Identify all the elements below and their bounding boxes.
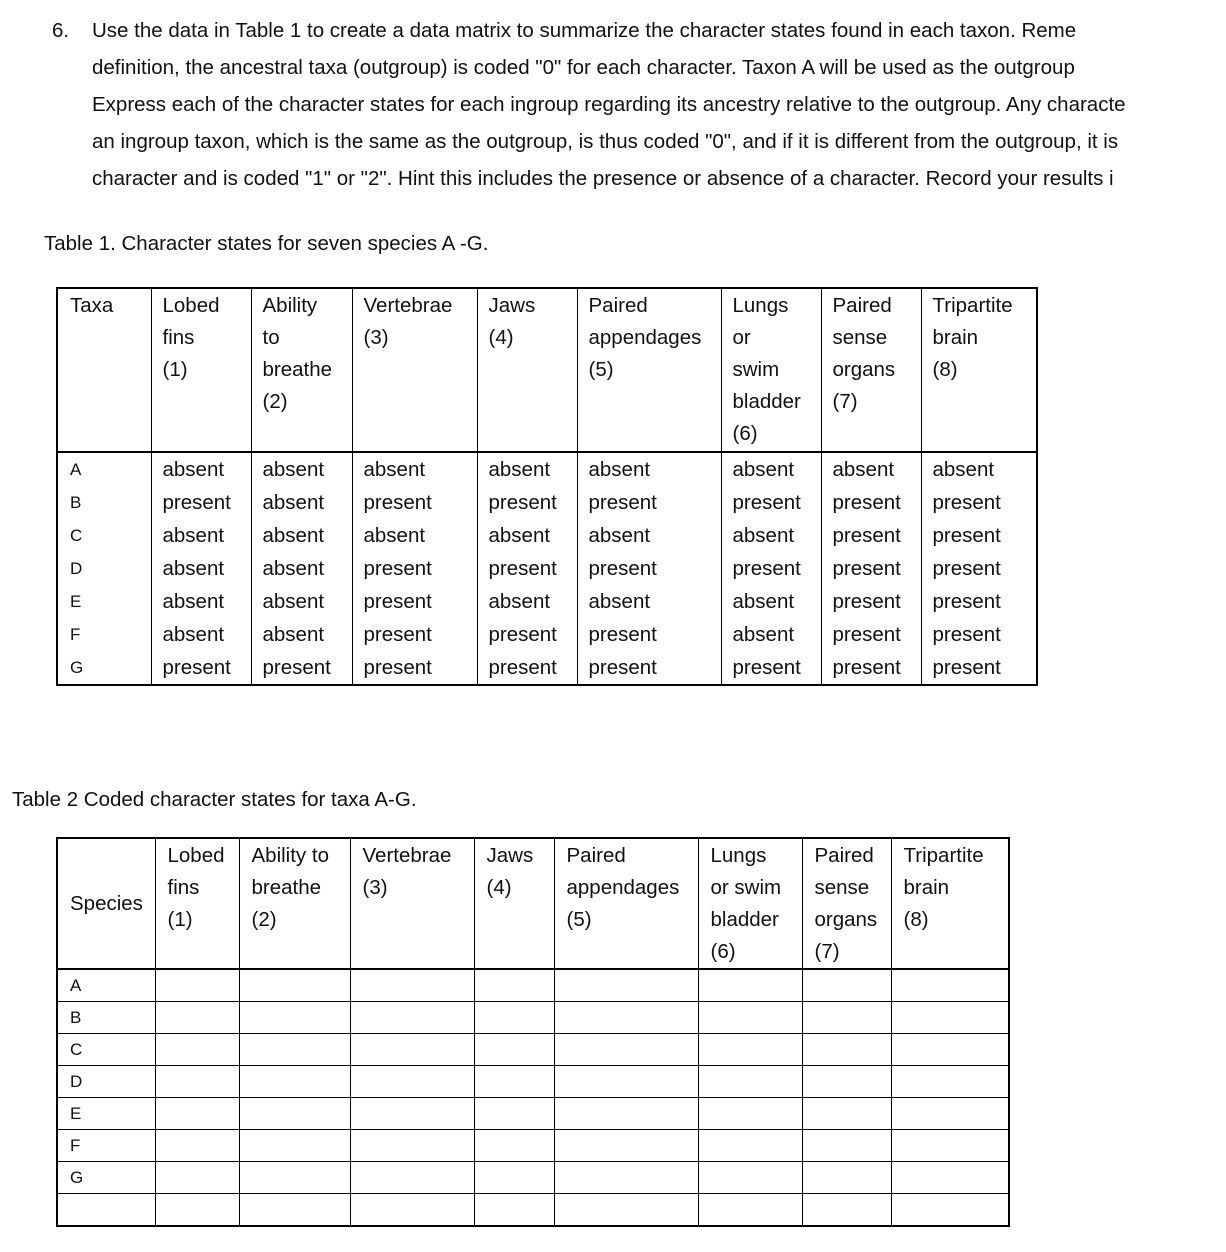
coded-state-cell[interactable]	[155, 1162, 239, 1194]
question-text	[92, 12, 1226, 197]
coded-state-cell[interactable]	[239, 1194, 350, 1227]
coded-state-cell[interactable]	[239, 969, 350, 1002]
coded-state-cell[interactable]	[891, 1002, 1009, 1034]
character-state-cell: absent	[352, 519, 477, 552]
species-label	[57, 1194, 155, 1227]
character-state-cell: present	[352, 486, 477, 519]
character-state-cell: absent	[721, 585, 821, 618]
table2-coded-states	[56, 837, 1010, 1227]
table2-header-text: (8)	[903, 908, 929, 931]
coded-state-cell[interactable]	[239, 1130, 350, 1162]
table1-header-text: (8)	[932, 358, 958, 381]
character-state-cell: absent	[251, 585, 352, 618]
table1-header-text: Lungs	[732, 294, 789, 317]
table2-header-text: (7)	[814, 940, 840, 963]
table2-header-text: bladder	[710, 908, 779, 931]
table2-header-text: Ability to	[251, 844, 329, 867]
question-line: character and is coded "1" or "2". Hint this includes the presence or absence of a character. Record your results i	[92, 167, 1114, 190]
table1-header-text: bladder	[732, 390, 801, 413]
character-state-cell: absent	[921, 452, 1037, 486]
character-state-cell: absent	[721, 618, 821, 651]
table1-header-text: brain	[932, 326, 979, 349]
table2-header-cell	[57, 838, 155, 969]
question-line: definition, the ancestral taxa (outgroup) is coded "0" for each character. Taxon A will be used as the outgroup	[92, 56, 1075, 79]
table1-header-text: Taxa	[70, 294, 114, 317]
table1-header-text: (7)	[832, 390, 858, 413]
table2-header-text: (3)	[362, 876, 388, 899]
table1-header-text: Jaws	[488, 294, 536, 317]
species-label: D	[57, 1066, 155, 1098]
table1-header-cell	[821, 288, 921, 452]
character-state-cell: present	[921, 618, 1037, 651]
table2-header-text: Jaws	[486, 844, 534, 867]
table2-header-text: or swim	[710, 876, 782, 899]
coded-state-cell[interactable]	[698, 1162, 802, 1194]
character-state-cell: present	[921, 486, 1037, 519]
table-row	[57, 1034, 1009, 1066]
taxon-label: C	[70, 526, 83, 545]
coded-state-cell[interactable]	[155, 1034, 239, 1066]
character-state-cell: absent	[577, 452, 721, 486]
table1-header-text: swim	[732, 358, 780, 381]
coded-state-cell[interactable]	[350, 1162, 474, 1194]
character-state-cell: absent	[251, 552, 352, 585]
coded-state-cell[interactable]	[155, 1002, 239, 1034]
coded-state-cell[interactable]	[155, 1098, 239, 1130]
character-state-cell: present	[151, 486, 251, 519]
coded-state-cell[interactable]	[891, 969, 1009, 1002]
character-state-cell: present	[921, 585, 1037, 618]
table1-header-text: to	[262, 326, 280, 349]
coded-state-cell[interactable]	[155, 1130, 239, 1162]
coded-state-cell[interactable]	[474, 1194, 554, 1227]
character-state-cell: present	[251, 651, 352, 685]
table1-header-cell	[251, 288, 352, 452]
character-state-cell: present	[577, 651, 721, 685]
coded-state-cell[interactable]	[155, 969, 239, 1002]
coded-state-cell[interactable]	[474, 969, 554, 1002]
table-row	[57, 452, 1037, 486]
coded-state-cell[interactable]	[350, 1034, 474, 1066]
coded-state-cell[interactable]	[239, 1098, 350, 1130]
coded-state-cell[interactable]	[802, 969, 891, 1002]
table-row	[57, 1162, 1009, 1194]
table2-header-cell	[554, 838, 698, 969]
table2-header-text: appendages	[566, 876, 680, 899]
coded-state-cell[interactable]	[474, 1098, 554, 1130]
table2-header-text: (5)	[566, 908, 592, 931]
character-state-cell: present	[721, 486, 821, 519]
character-state-cell: present	[721, 651, 821, 685]
character-state-cell: present	[352, 585, 477, 618]
taxon-label: A	[70, 460, 82, 479]
coded-state-cell[interactable]	[698, 1098, 802, 1130]
coded-state-cell[interactable]	[891, 1098, 1009, 1130]
table1-header-text: Ability	[262, 294, 318, 317]
table-row	[57, 1066, 1009, 1098]
table2-header-text: sense	[814, 876, 870, 899]
table1-caption: Table 1. Character states for seven species A -G.	[44, 232, 489, 255]
coded-state-cell[interactable]	[350, 1130, 474, 1162]
table1-character-states	[56, 287, 1038, 686]
character-state-cell: absent	[477, 585, 577, 618]
table2-header-text: (2)	[251, 908, 277, 931]
character-state-cell: present	[577, 552, 721, 585]
table1-header-text: sense	[832, 326, 888, 349]
table2-header-text: (1)	[167, 908, 193, 931]
character-state-cell: absent	[251, 486, 352, 519]
character-state-cell: present	[921, 552, 1037, 585]
table-row	[57, 585, 1037, 618]
coded-state-cell[interactable]	[554, 1002, 698, 1034]
table2-header-text: brain	[903, 876, 950, 899]
taxon-label: D	[70, 559, 83, 578]
coded-state-cell[interactable]	[350, 969, 474, 1002]
character-state-cell: absent	[151, 618, 251, 651]
table2-header-cell	[239, 838, 350, 969]
character-state-cell: present	[352, 651, 477, 685]
coded-state-cell[interactable]	[698, 1194, 802, 1227]
species-label: G	[57, 1162, 155, 1194]
character-state-cell: present	[921, 519, 1037, 552]
character-state-cell: present	[821, 486, 921, 519]
table2-header-cell	[474, 838, 554, 969]
character-state-cell: present	[821, 651, 921, 685]
table2-header-text: fins	[167, 876, 200, 899]
table2-header-cell	[802, 838, 891, 969]
coded-state-cell[interactable]	[802, 1066, 891, 1098]
coded-state-cell[interactable]	[698, 1034, 802, 1066]
table1-header-text: (6)	[732, 422, 758, 445]
taxon-label: E	[70, 592, 82, 611]
character-state-cell: absent	[251, 618, 352, 651]
coded-state-cell[interactable]	[474, 1066, 554, 1098]
coded-state-cell[interactable]	[554, 1130, 698, 1162]
character-state-cell: present	[477, 651, 577, 685]
coded-state-cell[interactable]	[239, 1066, 350, 1098]
coded-state-cell[interactable]	[891, 1066, 1009, 1098]
character-state-cell: absent	[352, 452, 477, 486]
species-label: B	[57, 1002, 155, 1034]
table1-header-text: Tripartite	[932, 294, 1013, 317]
table-row	[57, 1194, 1009, 1227]
table1-header-cell	[352, 288, 477, 452]
table2-header-text: Vertebrae	[362, 844, 452, 867]
coded-state-cell[interactable]	[802, 1194, 891, 1227]
character-state-cell: absent	[477, 452, 577, 486]
table2-header-text: (6)	[710, 940, 736, 963]
coded-state-cell[interactable]	[891, 1034, 1009, 1066]
species-label: C	[57, 1034, 155, 1066]
table-row	[57, 969, 1009, 1002]
table2-header-text: breathe	[251, 876, 322, 899]
species-label: F	[57, 1130, 155, 1162]
table2-header-cell	[350, 838, 474, 969]
table2-header-text: Lungs	[710, 844, 767, 867]
table1-header-text: (5)	[588, 358, 614, 381]
table1-header-cell	[577, 288, 721, 452]
character-state-cell: absent	[151, 552, 251, 585]
character-state-cell: present	[352, 552, 477, 585]
character-state-cell: absent	[477, 519, 577, 552]
coded-state-cell[interactable]	[891, 1130, 1009, 1162]
table2-header-cell	[891, 838, 1009, 969]
character-state-cell: absent	[721, 519, 821, 552]
character-state-cell: present	[821, 552, 921, 585]
table1-header-cell	[57, 288, 151, 452]
coded-state-cell[interactable]	[554, 969, 698, 1002]
coded-state-cell[interactable]	[802, 1002, 891, 1034]
table2-header-text: Paired	[814, 844, 874, 867]
table1-header-text: fins	[162, 326, 195, 349]
coded-state-cell[interactable]	[350, 1194, 474, 1227]
character-state-cell: absent	[721, 452, 821, 486]
coded-state-cell[interactable]	[474, 1162, 554, 1194]
table-row	[57, 519, 1037, 552]
character-state-cell: absent	[577, 585, 721, 618]
taxon-label: G	[70, 658, 84, 677]
table2-caption: Table 2 Coded character states for taxa A-G.	[12, 788, 417, 811]
table1-header-text: (4)	[488, 326, 514, 349]
coded-state-cell[interactable]	[554, 1098, 698, 1130]
coded-state-cell[interactable]	[802, 1098, 891, 1130]
character-state-cell: present	[921, 651, 1037, 685]
taxon-label: F	[70, 625, 81, 644]
question-number: 6.	[52, 19, 70, 42]
species-label: A	[57, 969, 155, 1002]
table1-header-text: Vertebrae	[363, 294, 453, 317]
character-state-cell: present	[821, 519, 921, 552]
table1-header-cell	[721, 288, 821, 452]
table2-header-text: Tripartite	[903, 844, 984, 867]
table1-header-text: Paired	[832, 294, 892, 317]
character-state-cell: present	[352, 618, 477, 651]
coded-state-cell[interactable]	[802, 1130, 891, 1162]
coded-state-cell[interactable]	[698, 1130, 802, 1162]
table1-header-text: (3)	[363, 326, 389, 349]
coded-state-cell[interactable]	[698, 1002, 802, 1034]
table1-header-cell	[921, 288, 1037, 452]
coded-state-cell[interactable]	[155, 1194, 239, 1227]
character-state-cell: absent	[151, 452, 251, 486]
coded-state-cell[interactable]	[239, 1002, 350, 1034]
table2-header-cell	[155, 838, 239, 969]
table1-header-text: breathe	[262, 358, 333, 381]
table1-header-text: or	[732, 326, 751, 349]
character-state-cell: present	[577, 618, 721, 651]
table-row	[57, 552, 1037, 585]
coded-state-cell[interactable]	[554, 1194, 698, 1227]
character-state-cell: present	[477, 486, 577, 519]
coded-state-cell[interactable]	[350, 1066, 474, 1098]
character-state-cell: absent	[151, 585, 251, 618]
question-line: Express each of the character states for each ingroup regarding its ancestry relative to the outgroup. Any characte	[92, 93, 1126, 116]
table2-header-text: Species	[70, 892, 143, 915]
table1-header-text: organs	[832, 358, 896, 381]
table2-header-cell	[698, 838, 802, 969]
table2-header-text: (4)	[486, 876, 512, 899]
coded-state-cell[interactable]	[350, 1002, 474, 1034]
character-state-cell: absent	[577, 519, 721, 552]
table-row	[57, 1002, 1009, 1034]
table1-header-cell	[477, 288, 577, 452]
coded-state-cell[interactable]	[155, 1066, 239, 1098]
coded-state-cell[interactable]	[554, 1066, 698, 1098]
coded-state-cell[interactable]	[474, 1034, 554, 1066]
coded-state-cell[interactable]	[802, 1034, 891, 1066]
coded-state-cell[interactable]	[239, 1034, 350, 1066]
table-row	[57, 1098, 1009, 1130]
table1-header-text: Paired	[588, 294, 648, 317]
table2-header-text: organs	[814, 908, 878, 931]
character-state-cell: present	[477, 552, 577, 585]
character-state-cell: present	[721, 552, 821, 585]
coded-state-cell[interactable]	[891, 1162, 1009, 1194]
character-state-cell: present	[821, 585, 921, 618]
character-state-cell: absent	[821, 452, 921, 486]
coded-state-cell[interactable]	[891, 1194, 1009, 1227]
taxon-label: B	[70, 493, 82, 512]
coded-state-cell[interactable]	[554, 1034, 698, 1066]
table1-header-text: Lobed	[162, 294, 220, 317]
table1-header-text: (2)	[262, 390, 288, 413]
character-state-cell: absent	[251, 519, 352, 552]
coded-state-cell[interactable]	[802, 1162, 891, 1194]
character-state-cell: present	[821, 618, 921, 651]
character-state-cell: present	[151, 651, 251, 685]
table2-header-text: Lobed	[167, 844, 225, 867]
table1-header-cell	[151, 288, 251, 452]
character-state-cell: absent	[151, 519, 251, 552]
table1-header-text: appendages	[588, 326, 702, 349]
character-state-cell: present	[477, 618, 577, 651]
table-row	[57, 486, 1037, 519]
coded-state-cell[interactable]	[239, 1162, 350, 1194]
table1-header-text: (1)	[162, 358, 188, 381]
species-label: E	[57, 1098, 155, 1130]
question-line: Use the data in Table 1 to create a data matrix to summarize the character states found in each taxon. Reme	[92, 19, 1077, 42]
table2-header-text: Paired	[566, 844, 626, 867]
coded-state-cell[interactable]	[554, 1162, 698, 1194]
coded-state-cell[interactable]	[698, 1066, 802, 1098]
table-row	[57, 651, 1037, 685]
coded-state-cell[interactable]	[474, 1130, 554, 1162]
character-state-cell: absent	[251, 452, 352, 486]
coded-state-cell[interactable]	[698, 969, 802, 1002]
coded-state-cell[interactable]	[474, 1002, 554, 1034]
table-row	[57, 618, 1037, 651]
question-line: an ingroup taxon, which is the same as the outgroup, is thus coded "0", and if it is different from the outgroup, it is	[92, 130, 1119, 153]
table-row	[57, 1130, 1009, 1162]
coded-state-cell[interactable]	[350, 1098, 474, 1130]
character-state-cell: present	[577, 486, 721, 519]
